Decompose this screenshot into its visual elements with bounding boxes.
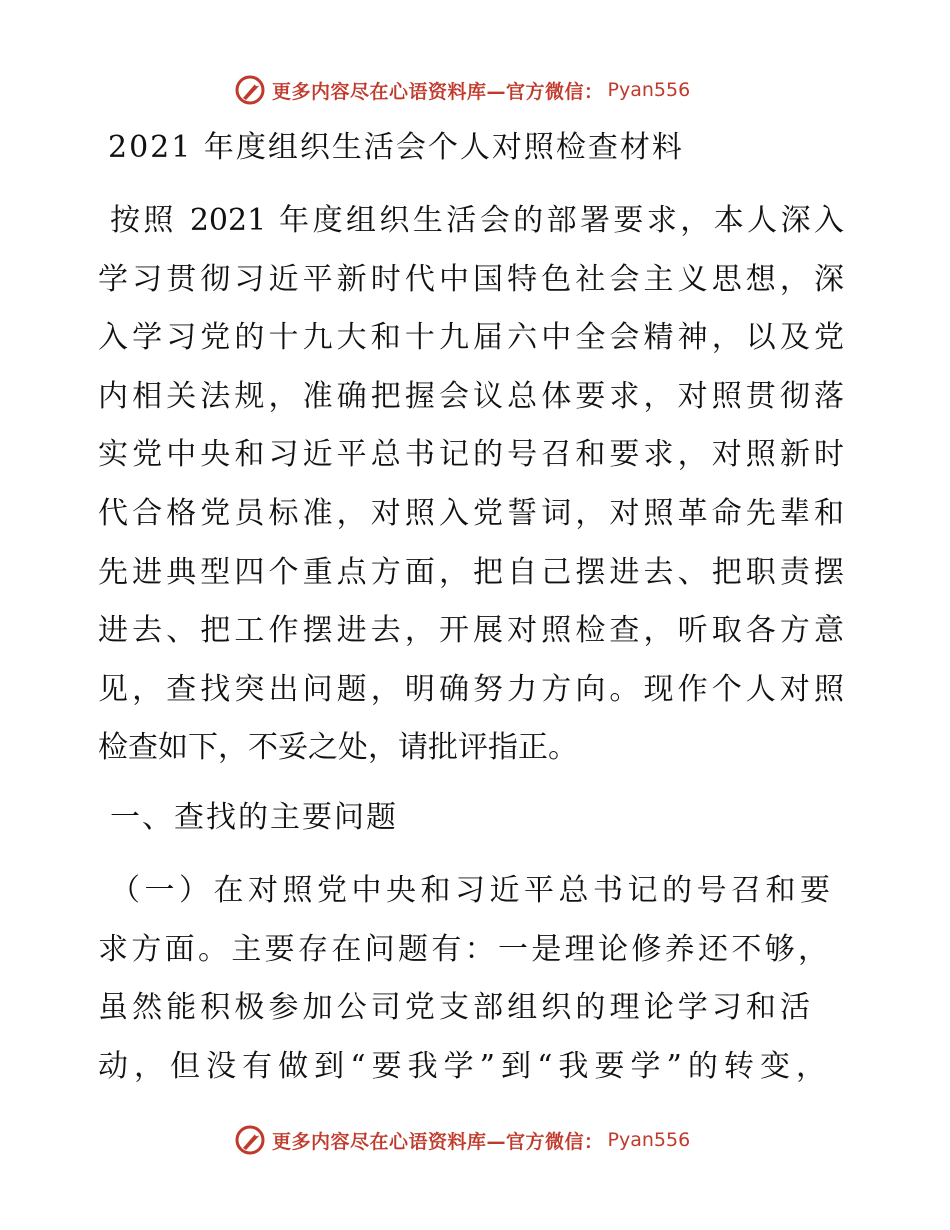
- watermark-wechat-id: Pyan556: [607, 79, 691, 101]
- paragraph-line: 进去、把工作摆进去，开展对照检查，听取各方意: [98, 613, 844, 649]
- paragraph-line: 先进典型四个重点方面，把自己摆进去、把职责摆: [98, 554, 844, 590]
- paragraph-line: 检查如下，不妥之处，请批评指正。: [98, 730, 578, 766]
- paragraph-line: 动，但没有做到“要我学”到“我要学”的转变，: [98, 1048, 826, 1084]
- paragraph-line: 虽然能积极参加公司党支部组织的理论学习和活: [98, 990, 810, 1026]
- pen-nib-logo-icon: [234, 1124, 266, 1156]
- watermark-footer: [234, 1122, 714, 1158]
- intro-paragraph: [98, 192, 844, 778]
- watermark-wechat-id: Pyan556: [607, 1129, 691, 1151]
- paragraph-line: 入学习党的十九大和十九届六中全会精神，以及党: [98, 320, 844, 356]
- paragraph-line: 学习贯彻习近平新时代中国特色社会主义思想，深: [98, 261, 844, 297]
- watermark-text: 更多内容尽在心语资料库—官方微信：: [272, 80, 604, 103]
- paragraph-line: 代合格党员标准，对照入党誓词，对照革命先辈和: [98, 495, 844, 531]
- paragraph-line: 实党中央和习近平总书记的号召和要求，对照新时: [98, 437, 844, 473]
- document-title: 2021 年度组织生活会个人对照检查材料: [108, 130, 684, 165]
- section-heading: 一、查找的主要问题: [110, 800, 398, 835]
- watermark-text: 更多内容尽在心语资料库—官方微信：: [272, 1130, 604, 1153]
- paragraph-line: 按照 2021 年度组织生活会的部署要求，本人深入: [110, 203, 844, 238]
- paragraph-line: 见，查找突出问题，明确努力方向。现作个人对照: [98, 671, 844, 707]
- paragraph-line: （一）在对照党中央和习近平总书记的号召和要: [110, 873, 830, 908]
- section1-paragraph: [98, 862, 830, 1096]
- watermark-header: [234, 72, 714, 108]
- paragraph-line: 内相关法规，准确把握会议总体要求，对照贯彻落: [98, 378, 844, 414]
- pen-nib-logo-icon: [234, 74, 266, 106]
- paragraph-line: 求方面。主要存在问题有：一是理论修养还不够，: [98, 931, 828, 967]
